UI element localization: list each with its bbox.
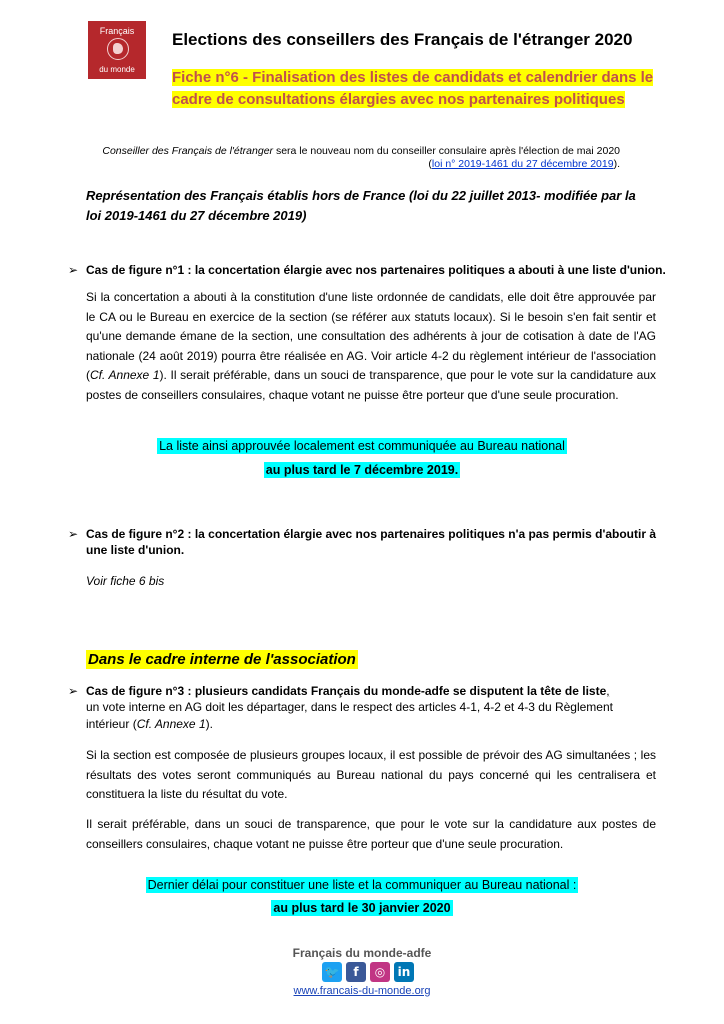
law-link[interactable]: loi n° 2019-1461 du 27 décembre 2019	[431, 158, 614, 170]
deadline-highlight1-text: Dernier délai pour constituer une liste et la communiquer au Bureau national :	[147, 878, 577, 892]
case2-title-line1: Cas de figure n°2 : la concertation élargie avec nos partenaires politiques n'a pas permis d'aboutir à	[86, 527, 657, 541]
case1-highlight1	[0, 437, 724, 455]
case3-title-comma: ,	[606, 684, 610, 698]
deadline-highlight1	[0, 876, 724, 894]
intro-text: sera le nouveau nom du conseiller consulaire après l'élection de mai 2020	[273, 145, 620, 157]
fiche-title	[172, 67, 653, 111]
instagram-icon[interactable]: ◎	[370, 962, 390, 982]
arrow-bullet-icon: ➢	[68, 263, 79, 277]
fiche-title-line1: Fiche n°6 - Finalisation des listes de candidats et calendrier dans le	[172, 69, 654, 86]
internal-section-heading: Dans le cadre interne de l'association	[88, 651, 356, 668]
footer-org-name: Français du monde-adfe	[292, 946, 432, 960]
case1-highlight2-text: au plus tard le 7 décembre 2019.	[265, 463, 459, 477]
case2-title	[68, 526, 656, 558]
globe-icon	[107, 38, 129, 60]
case3-title-text: Cas de figure n°3 : plusieurs candidats Français du monde-adfe se disputent la tête de liste	[86, 684, 607, 698]
case3-text-after: ).	[205, 717, 213, 731]
case3-title	[68, 683, 610, 699]
footer-website-link[interactable]: www.francais-du-monde.org	[293, 985, 431, 997]
transparency-paragraph: Il serait préférable, dans un souci de transparence, que pour le vote sur la candidature aux postes de conseillers consulaires, chaque votant ne puisse être porteur que d'une seule procuration.	[86, 817, 656, 851]
case2-note: Voir fiche 6 bis	[86, 574, 165, 588]
deadline-highlight2	[0, 899, 724, 917]
case1-highlight2	[0, 461, 724, 479]
groups-paragraph: Si la section est composée de plusieurs groupes locaux, il est possible de prévoir des AG simultanées ; les résultats des votes seront communiqués au Bureau national du pays concerné qui les centralisera et constituera la liste du résultat du vote.	[86, 748, 656, 801]
intro-note	[100, 145, 620, 171]
intro-italic: Conseiller des Français de l'étranger	[102, 145, 274, 157]
deadline-highlight2-text: au plus tard le 30 janvier 2020	[273, 901, 451, 915]
case1-ref: Cf. Annexe 1	[90, 368, 160, 382]
case1-highlight1-text: La liste ainsi approuvée localement est communiquée au Bureau national	[159, 439, 565, 453]
logo-line2: du monde	[99, 65, 135, 74]
case1-p-before: Si la concertation a abouti à la constitution d'une liste ordonnée de candidats, elle doit être approuvée par le CA ou le Bureau en exercice de la section (se référer aux statuts locaux). Si le besoin s'en fait sentir et qu'une demande émane de la section, une consultation des adhérents à jour de cotisation à date de l'AG nationale (24 août 2019) pourra être réalisée en AG. Voir article 4-2 du règlement intérieur de l'association (	[86, 290, 656, 382]
intro-close: ).	[613, 158, 620, 170]
case1-title	[68, 262, 666, 278]
case3-text-before: un vote interne en AG doit les départager, dans le respect des articles 4-1, 4-2 et 4-3 du Règlement intérieur (	[86, 700, 613, 731]
arrow-bullet-icon: ➢	[68, 527, 79, 541]
representation-heading: Représentation des Français établis hors de France (loi du 22 juillet 2013- modifiée par la loi 2019-1461 du 27 décembre 2019)	[86, 188, 636, 223]
arrow-bullet-icon: ➢	[68, 684, 79, 698]
logo-line1: Français	[99, 26, 135, 36]
case2-title-line2: une liste d'union.	[86, 543, 185, 557]
case2-title-text	[86, 526, 656, 558]
intro-open: (	[428, 158, 432, 170]
fdm-logo	[88, 21, 146, 79]
social-icons	[322, 962, 422, 984]
fiche-title-line2: cadre de consultations élargies avec nos partenaires politiques	[172, 91, 625, 108]
case1-paragraph	[86, 288, 656, 405]
case1-p-after: ). Il serait préférable, dans un souci de transparence, que pour le vote sur la candidature aux postes de conseillers consulaires, chaque votant ne puisse être porteur que d'une seule procuration.	[86, 368, 657, 402]
case1-title-text: Cas de figure n°1 : la concertation élargie avec nos partenaires politiques a abouti à une liste d'union.	[86, 263, 666, 277]
document-title: Elections des conseillers des Français de l'étranger 2020	[172, 30, 633, 49]
twitter-icon[interactable]: 🐦	[322, 962, 342, 982]
case3-paragraph	[86, 699, 646, 733]
linkedin-icon[interactable]: in	[394, 962, 414, 982]
case3-ref: Cf. Annexe 1	[136, 717, 206, 731]
facebook-icon[interactable]: f	[346, 962, 366, 982]
